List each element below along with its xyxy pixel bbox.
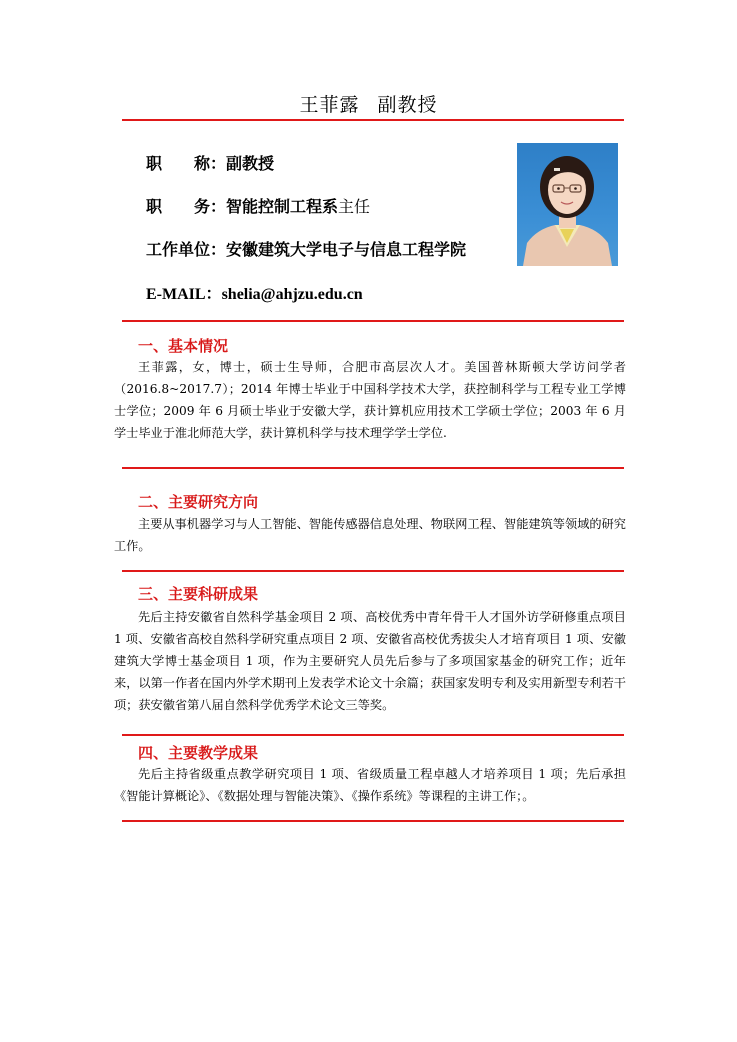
duty-label: 职 务：: [146, 197, 227, 216]
section-text-basic: 王菲露，女，博士，硕士生导师，合肥市高层次人才。美国普林斯顿大学访问学者（2016.8~2017.7）；2014 年博士毕业于中国科学技术大学，获控制科学与工程专业工学博士学位；2009 年 6 月硕士毕业于安徽大学，获计算机应用技术工学硕士学位；2003 年 6 月学士毕业于淮北师范大学，获计算机科学与技术理学学士学位.: [114, 360, 626, 440]
section-text-teaching: 先后主持省级重点教学研究项目 1 项、省级质量工程卓越人才培养项目 1 项；先后承担《智能计算概论》、《数据处理与智能决策》、《操作系统》等课程的主讲工作；。: [114, 767, 626, 803]
section-text-achievements: 先后主持安徽省自然科学基金项目 2 项、高校优秀中青年骨干人才国外访学研修重点项目 1 项、安徽省高校自然科学研究重点项目 2 项、安徽省高校优秀拔尖人才培育项目 1 项、安徽建筑大学博士基金项目 1 项，作为主要研究人员先后参与了多项国家基金的研究工作；近年来，以第一作者在国内外学术期刊上发表学术论文十余篇；获国家发明专利及实用新型专利若干项；获安徽省第八届自然科学优秀学术论文三等奖。: [114, 610, 626, 712]
info-title-row: [146, 151, 274, 174]
section-divider: [122, 467, 624, 469]
unit-label: 工作单位：: [146, 240, 227, 259]
person-name: 王菲露: [299, 94, 360, 116]
section-text-research: 主要从事机器学习与人工智能、智能传感器信息处理、物联网工程、智能建筑等领域的研究工作。: [114, 517, 626, 553]
duty-value: 智能控制工程系: [226, 197, 339, 216]
portrait-photo: [517, 143, 618, 266]
section-heading-research: 二、主要研究方向: [138, 493, 259, 511]
info-duty-row: [146, 194, 370, 217]
info-unit-row: [146, 237, 466, 260]
section-divider: [122, 734, 624, 736]
duty-value-suffix: 主任: [338, 197, 371, 216]
title-divider: [122, 119, 624, 121]
person-rank: 副教授: [377, 94, 438, 116]
section-heading-achievements: 三、主要科研成果: [138, 585, 259, 603]
page-title: [0, 90, 737, 117]
unit-value: 安徽建筑大学电子与信息工程学院: [226, 240, 467, 259]
title-value: 副教授: [226, 154, 275, 173]
section-divider: [122, 820, 624, 822]
email-value: shelia@ahjzu.edu.cn: [221, 286, 363, 303]
section-divider: [122, 320, 624, 322]
email-label: E-MAIL：: [146, 286, 222, 303]
section-heading-teaching: 四、主要教学成果: [138, 744, 259, 762]
portrait-icon: [517, 143, 618, 266]
title-label: 职 称：: [146, 154, 227, 173]
section-divider: [122, 570, 624, 572]
info-email-row: [146, 281, 363, 304]
section-heading-basic: 一、基本情况: [138, 337, 229, 355]
